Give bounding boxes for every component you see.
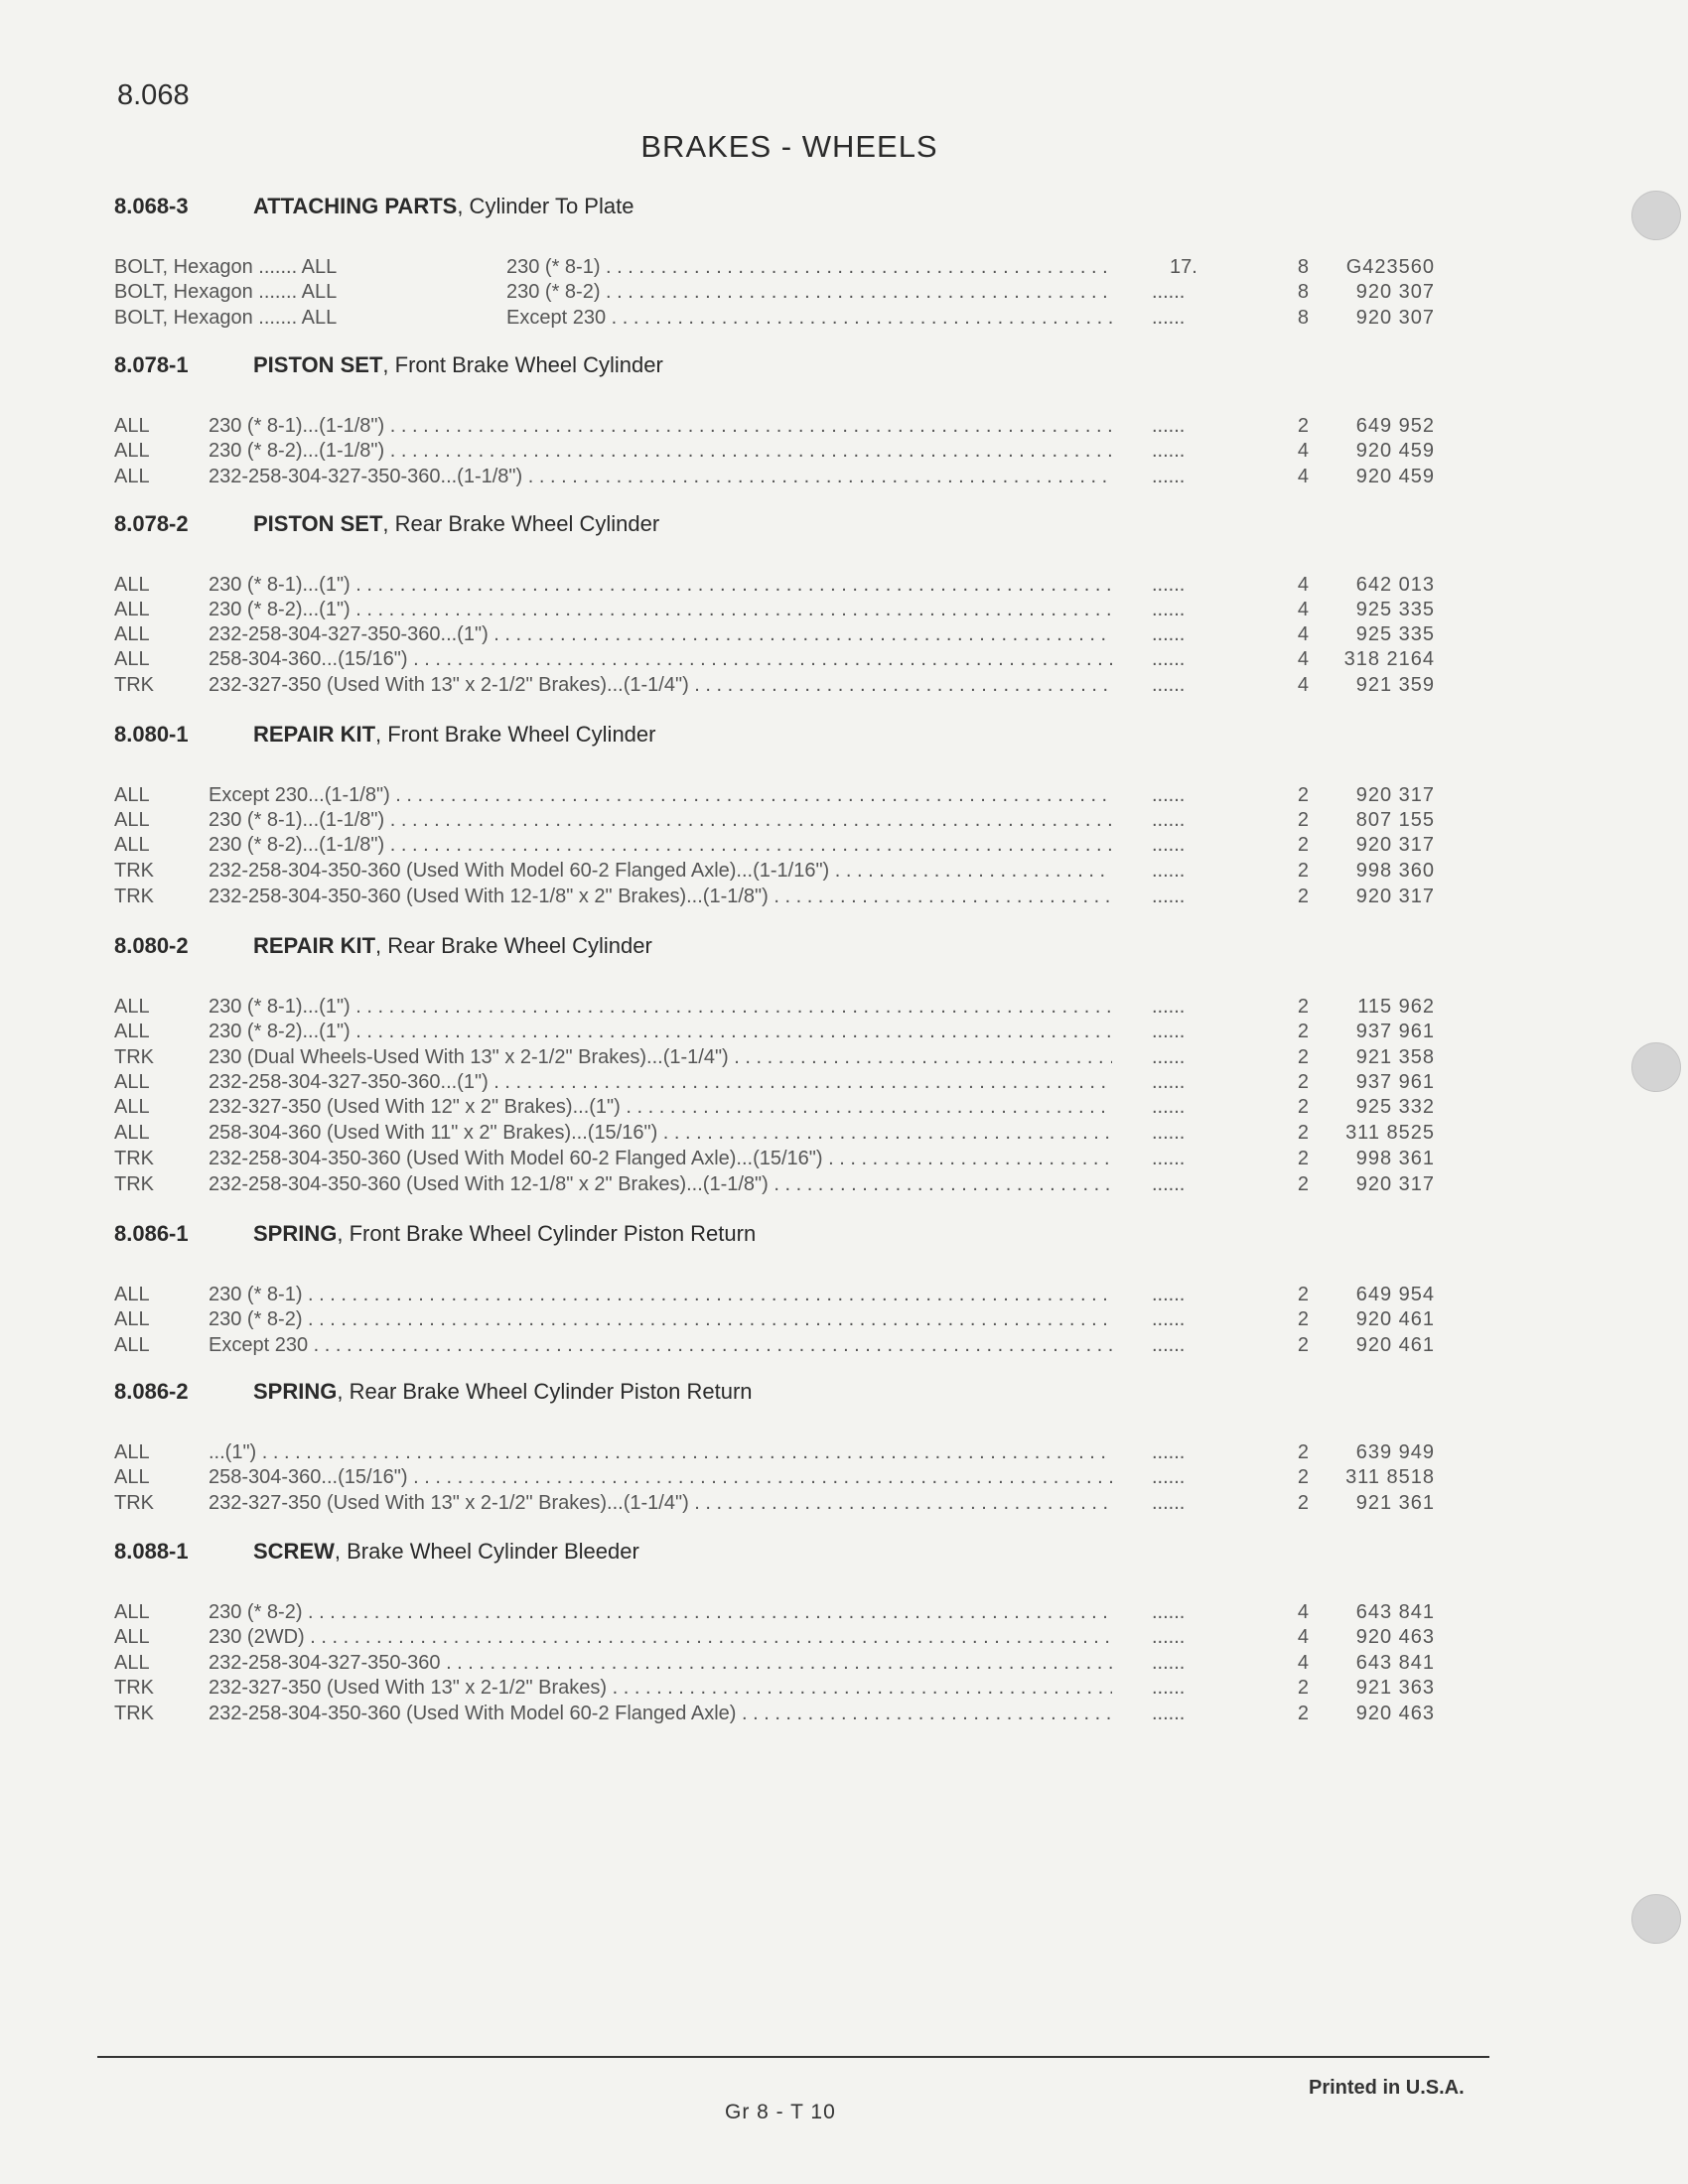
model-code: ALL [114,1308,150,1330]
footer-printed: Printed in U.S.A. [1309,2077,1465,2099]
hole-punch-bottom [1631,1894,1681,1944]
application-description: ...(1") . . . [209,1441,1112,1464]
hole-punch-top [1631,191,1681,240]
model-code: ALL [114,834,150,856]
footer-page-ref: Gr 8 - T 10 [725,2101,836,2123]
quantity: 2 [1297,860,1309,882]
part-row [114,1652,1435,1678]
application-description: 230 (* 8-1)...(1-1/8") . . . [209,415,1112,438]
part-number: 921 363 [1355,1677,1435,1699]
part-number: 925 335 [1355,599,1435,620]
model-code: ALL [114,440,150,462]
part-row [114,1122,1435,1148]
model-code: TRK [114,674,154,696]
quantity: 4 [1297,466,1309,487]
section-subtitle: , Front Brake Wheel Cylinder [382,352,663,377]
section-heading [114,1539,639,1565]
dot-leader: ...... [1152,648,1186,670]
section-number: 8.088-1 [114,1539,189,1564]
model-code: ALL [114,1071,150,1093]
model-code: BOLT, Hexagon ....... ALL [114,281,338,303]
part-row [114,996,1435,1022]
part-row [114,281,1435,307]
dot-leader: ...... [1152,1308,1186,1330]
section-number: 8.080-1 [114,722,189,747]
quantity: 2 [1297,1492,1309,1514]
application-description: 230 (* 8-2)...(1-1/8") . . . [209,834,1112,857]
application-description: 232-258-304-350-360 (Used With Model 60-2 Flanged Axle)...(15/16") . . . [209,1148,1112,1170]
part-number: 920 463 [1355,1626,1435,1648]
section-label: ATTACHING PARTS [253,194,458,218]
section-heading [114,933,652,959]
page-number: 8.068 [117,79,190,111]
dot-leader: ...... [1152,599,1186,620]
quantity: 2 [1297,1071,1309,1093]
model-code: ALL [114,1334,150,1356]
part-row [114,1284,1435,1309]
model-code: ALL [114,648,150,670]
part-number: 643 841 [1355,1601,1435,1623]
dot-leader: ...... [1152,886,1186,907]
part-number: 920 459 [1355,466,1435,487]
part-row [114,1096,1435,1122]
quantity: 2 [1297,1334,1309,1356]
part-row [114,1046,1435,1072]
part-row [114,1677,1435,1703]
model-code: TRK [114,1492,154,1514]
dot-leader: ...... [1152,1148,1186,1169]
part-row [114,1703,1435,1728]
application-description: 232-258-304-350-360 (Used With 12-1/8" x 2" Brakes)...(1-1/8") . . . [209,886,1112,908]
part-number: 921 361 [1355,1492,1435,1514]
part-row [114,307,1435,333]
dot-leader: ...... [1152,996,1186,1018]
section-label: SCREW [253,1539,335,1564]
application-description: 232-258-304-327-350-360...(1") . . . [209,1071,1112,1094]
dot-leader: ...... [1152,860,1186,882]
dot-leader: ...... [1152,834,1186,856]
part-row [114,834,1435,860]
part-row [114,886,1435,911]
application-description: 230 (* 8-2)...(1") . . . [209,599,1112,621]
part-number: 920 317 [1355,784,1435,806]
part-number: 920 461 [1355,1334,1435,1356]
part-number: 311 8518 [1345,1466,1435,1488]
part-row [114,415,1435,441]
application-description: 232-327-350 (Used With 12" x 2" Brakes)...(1") . . . [209,1096,1112,1119]
part-number: 649 952 [1355,415,1435,437]
model-code: BOLT, Hexagon ....... ALL [114,256,338,278]
quantity: 2 [1297,1148,1309,1169]
quantity: 4 [1297,574,1309,596]
model-code: TRK [114,1173,154,1195]
section-heading [114,722,655,748]
quantity: 2 [1297,1466,1309,1488]
part-number: 311 8525 [1345,1122,1435,1144]
application-description: 230 (* 8-1) . . . [209,1284,1112,1306]
quantity: 8 [1297,281,1309,303]
model-code: ALL [114,996,150,1018]
application-description: 232-258-304-327-350-360...(1-1/8") . . . [209,466,1112,488]
dot-leader: ...... [1152,1173,1186,1195]
section-label: SPRING [253,1379,338,1404]
dot-leader: ...... [1152,1021,1186,1042]
quantity: 2 [1297,886,1309,907]
part-row [114,1441,1435,1467]
part-row [114,648,1435,674]
section-subtitle: , Front Brake Wheel Cylinder [375,722,656,747]
footer-rule [97,2056,1489,2058]
dot-leader: ...... [1152,440,1186,462]
quantity: 2 [1297,1046,1309,1068]
part-row [114,674,1435,700]
application-description: 232-258-304-350-360 (Used With Model 60-2 Flanged Axle)...(1-1/16") . . . [209,860,1112,883]
dot-leader: ...... [1152,1652,1186,1674]
part-row [114,1334,1435,1360]
part-number: 649 954 [1355,1284,1435,1305]
part-number: 920 307 [1355,307,1435,329]
section-heading [114,1221,756,1247]
application-description: 230 (* 8-1)...(1") . . . [209,574,1112,597]
part-number: 920 459 [1355,440,1435,462]
dot-leader: ...... [1152,1601,1186,1623]
dot-leader: ...... [1152,1122,1186,1144]
model-code: TRK [114,1148,154,1169]
part-row [114,1148,1435,1173]
application-description: 258-304-360...(15/16") . . . [209,1466,1112,1489]
section-number: 8.080-2 [114,933,189,958]
part-row [114,1071,1435,1097]
application-description: 232-327-350 (Used With 13" x 2-1/2" Brakes)...(1-1/4") . . . [209,674,1112,697]
dot-leader: ...... [1152,307,1186,329]
part-number: 920 461 [1355,1308,1435,1330]
section-heading [114,511,659,537]
dot-leader: ...... [1152,1096,1186,1118]
dot-leader: ...... [1152,1492,1186,1514]
part-row [114,784,1435,810]
model-code: BOLT, Hexagon ....... ALL [114,307,338,329]
dot-leader: ...... [1152,784,1186,806]
quantity: 4 [1297,674,1309,696]
section-number: 8.078-1 [114,352,189,377]
part-number: 920 317 [1355,1173,1435,1195]
part-number: 920 317 [1355,834,1435,856]
section-subtitle: , Front Brake Wheel Cylinder Piston Return [337,1221,757,1246]
model-code: ALL [114,1466,150,1488]
part-number: 998 360 [1355,860,1435,882]
application-description: 230 (Dual Wheels-Used With 13" x 2-1/2" Brakes)...(1-1/4") . . . [209,1046,1112,1069]
quantity: 4 [1297,648,1309,670]
quantity: 2 [1297,784,1309,806]
dot-leader: ...... [1152,1046,1186,1068]
application-description: 232-327-350 (Used With 13" x 2-1/2" Brakes)...(1-1/4") . . . [209,1492,1112,1515]
part-number: G423560 [1345,256,1435,278]
quantity: 2 [1297,1308,1309,1330]
application-description: 230 (* 8-1)...(1-1/8") . . . [209,809,1112,832]
dot-leader: ...... [1152,623,1186,645]
quantity: 4 [1297,440,1309,462]
quantity: 2 [1297,415,1309,437]
page-title: BRAKES - WHEELS [640,129,938,164]
application-description: 232-327-350 (Used With 13" x 2-1/2" Brakes) . . . [209,1677,1112,1700]
model-code: TRK [114,1677,154,1699]
part-number: 920 463 [1355,1703,1435,1724]
application-description: 258-304-360 (Used With 11" x 2" Brakes)...(15/16") . . . [209,1122,1112,1145]
part-row [114,1466,1435,1492]
part-row [114,1601,1435,1627]
section-subtitle: , Brake Wheel Cylinder Bleeder [334,1539,639,1564]
dot-leader: ...... [1152,466,1186,487]
part-number: 920 307 [1355,281,1435,303]
part-number: 937 961 [1355,1071,1435,1093]
application-description: 258-304-360...(15/16") . . . [209,648,1112,671]
model-code: ALL [114,1021,150,1042]
application-description: 230 (* 8-1)...(1") . . . [209,996,1112,1019]
part-number: 807 155 [1355,809,1435,831]
section-number: 8.068-3 [114,194,189,218]
part-number: 643 841 [1355,1652,1435,1674]
dot-leader: ...... [1152,1677,1186,1699]
part-number: 639 949 [1355,1441,1435,1463]
part-row [114,1308,1435,1334]
quantity: 2 [1297,1284,1309,1305]
quantity: 2 [1297,834,1309,856]
quantity: 2 [1297,809,1309,831]
dot-leader: ...... [1152,1466,1186,1488]
section-label: SPRING [253,1221,338,1246]
part-row [114,466,1435,491]
section-heading [114,1379,753,1405]
section-label: PISTON SET [253,352,383,377]
application-description: 230 (* 8-2)...(1") . . . [209,1021,1112,1043]
section-subtitle: , Rear Brake Wheel Cylinder [382,511,660,536]
part-row [114,1021,1435,1046]
quantity: 2 [1297,1021,1309,1042]
quantity: 2 [1297,1677,1309,1699]
quantity: 2 [1297,1703,1309,1724]
part-row [114,623,1435,649]
part-number: 925 332 [1355,1096,1435,1118]
section-number: 8.086-1 [114,1221,189,1246]
section-subtitle: , Cylinder To Plate [457,194,634,218]
part-row [114,1626,1435,1652]
application-description: 232-258-304-327-350-360 . . . [209,1652,1112,1675]
dot-leader: ...... [1152,415,1186,437]
hole-punch-middle [1631,1042,1681,1092]
application-description: 232-258-304-350-360 (Used With 12-1/8" x 2" Brakes)...(1-1/8") . . . [209,1173,1112,1196]
model-code: ALL [114,809,150,831]
application-description: Except 230...(1-1/8") . . . [209,784,1112,807]
model-code: ALL [114,1284,150,1305]
part-row [114,1492,1435,1518]
model-code: ALL [114,784,150,806]
model-code: ALL [114,1626,150,1648]
model-code: TRK [114,1046,154,1068]
section-heading [114,352,663,378]
part-row [114,440,1435,466]
part-number: 318 2164 [1343,648,1435,670]
quantity: 2 [1297,1122,1309,1144]
model-code: ALL [114,599,150,620]
part-row [114,860,1435,886]
application-description: 230 (* 8-2) . . . [506,281,1112,304]
model-code: ALL [114,415,150,437]
model-code: ALL [114,1441,150,1463]
part-row [114,256,1435,282]
application-description: Except 230 . . . [506,307,1112,330]
quantity: 4 [1297,1601,1309,1623]
dot-leader: ...... [1152,574,1186,596]
quantity: 2 [1297,1441,1309,1463]
part-row [114,599,1435,624]
section-subtitle: , Rear Brake Wheel Cylinder [375,933,652,958]
dot-leader: ...... [1152,1626,1186,1648]
section-subtitle: , Rear Brake Wheel Cylinder Piston Return [337,1379,753,1404]
model-code: TRK [114,860,154,882]
part-row [114,1173,1435,1199]
section-label: PISTON SET [253,511,383,536]
quantity: 2 [1297,996,1309,1018]
application-description: 230 (2WD) . . . [209,1626,1112,1649]
model-code: TRK [114,1703,154,1724]
model-code: ALL [114,1601,150,1623]
model-code: ALL [114,623,150,645]
quantity: 8 [1297,307,1309,329]
application-description: 232-258-304-327-350-360...(1") . . . [209,623,1112,646]
part-number: 921 358 [1355,1046,1435,1068]
section-label: REPAIR KIT [253,722,376,747]
section-heading [114,194,633,219]
model-code: ALL [114,1096,150,1118]
dot-leader: ...... [1152,809,1186,831]
section-number: 8.086-2 [114,1379,189,1404]
application-description: Except 230 . . . [209,1334,1112,1357]
model-code: ALL [114,1652,150,1674]
part-number: 921 359 [1355,674,1435,696]
application-description: 232-258-304-350-360 (Used With Model 60-2 Flanged Axle) . . . [209,1703,1112,1725]
part-number: 925 335 [1355,623,1435,645]
part-number: 115 962 [1357,996,1435,1018]
quantity: 8 [1297,256,1309,278]
quantity: 4 [1297,1652,1309,1674]
application-description: 230 (* 8-2)...(1-1/8") . . . [209,440,1112,463]
dot-leader: ...... [1152,674,1186,696]
quantity: 2 [1297,1173,1309,1195]
serial-reference: 17. [1170,256,1197,278]
dot-leader: ...... [1152,1284,1186,1305]
dot-leader: ...... [1152,1071,1186,1093]
dot-leader: ...... [1152,1334,1186,1356]
quantity: 4 [1297,623,1309,645]
quantity: 4 [1297,599,1309,620]
part-row [114,574,1435,600]
part-number: 937 961 [1355,1021,1435,1042]
section-number: 8.078-2 [114,511,189,536]
quantity: 2 [1297,1096,1309,1118]
application-description: 230 (* 8-2) . . . [209,1308,1112,1331]
part-number: 642 013 [1355,574,1435,596]
model-code: TRK [114,886,154,907]
dot-leader: ...... [1152,1703,1186,1724]
dot-leader: ...... [1152,281,1186,303]
part-number: 998 361 [1355,1148,1435,1169]
part-row [114,809,1435,835]
model-code: ALL [114,466,150,487]
quantity: 4 [1297,1626,1309,1648]
application-description: 230 (* 8-2) . . . [209,1601,1112,1624]
dot-leader: ...... [1152,1441,1186,1463]
model-code: ALL [114,574,150,596]
application-description: 230 (* 8-1) . . . [506,256,1112,279]
model-code: ALL [114,1122,150,1144]
part-number: 920 317 [1355,886,1435,907]
section-label: REPAIR KIT [253,933,376,958]
